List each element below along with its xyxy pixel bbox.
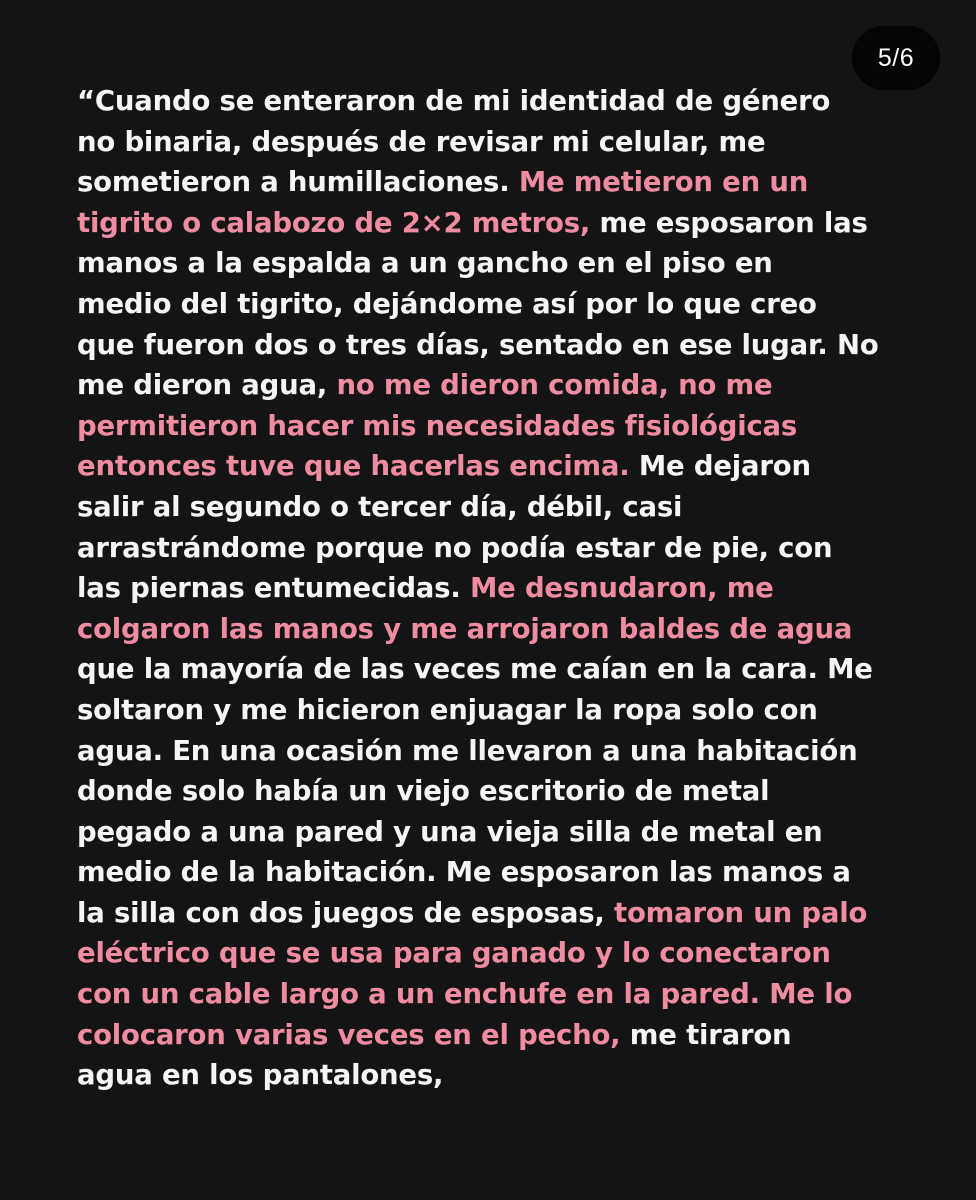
quote-text: pegado a una pared y una vieja silla de metal en [77,815,823,848]
quote-text: me tiraron [620,1018,792,1051]
quote-text: las piernas entumecidas. [77,572,470,605]
quote-line [77,1015,937,1056]
testimony-quote [77,81,937,1096]
quote-text: salir al segundo o tercer día, débil, casi [77,490,683,523]
quote-line [77,487,937,528]
quote-text: manos a la espalda a un gancho en el piso en [77,247,773,280]
quote-line [77,528,937,569]
quote-line [77,852,937,893]
quote-line [77,771,937,812]
quote-line [77,203,937,244]
quote-text: Me dejaron [629,450,811,483]
highlighted-text: tomaron un palo [614,896,868,929]
highlighted-text: colocaron varias veces en el pecho, [77,1018,621,1051]
quote-line [77,974,937,1015]
page-indicator-badge: 5/6 [852,26,940,90]
highlighted-text: eléctrico que se usa para ganado y lo conectaron [77,937,831,970]
highlighted-text: colgaron las manos y me arrojaron baldes de agua [77,612,853,645]
quote-text: agua en los pantalones, [77,1059,444,1092]
quote-text: la silla con dos juegos de esposas, [77,896,614,929]
quote-text: donde solo había un viejo escritorio de metal [77,775,770,808]
quote-line [77,122,937,163]
quote-line [77,893,937,934]
quote-text: medio de la habitación. Me esposaron las manos a [77,856,851,889]
quote-line [77,690,937,731]
quote-text: que fueron dos o tres días, sentado en ese lugar. No [77,328,879,361]
quote-line [77,933,937,974]
quote-text: soltaron y me hicieron enjuagar la ropa solo con [77,693,818,726]
quote-line [77,568,937,609]
quote-line [77,812,937,853]
quote-text: medio del tigrito, dejándome así por lo que creo [77,287,817,320]
quote-line [77,731,937,772]
quote-line [77,243,937,284]
quote-line [77,1055,937,1096]
quote-text: “Cuando se enteraron de mi identidad de género [77,85,831,117]
highlighted-text: no me dieron comida, no me [336,369,773,402]
quote-line [77,649,937,690]
highlighted-text: entonces tuve que hacerlas encima. [77,450,630,483]
quote-line [77,162,937,203]
quote-line [77,284,937,325]
quote-line [77,365,937,406]
highlighted-text: tigrito o calabozo de 2×2 metros, [77,206,591,239]
quote-text: me dieron agua, [77,369,337,402]
quote-text: agua. En una ocasión me llevaron a una habitación [77,734,858,767]
highlighted-text: Me desnudaron, me [469,572,774,605]
quote-line [77,446,937,487]
highlighted-text: con un cable largo a un enchufe en la pared. Me lo [77,978,853,1011]
quote-line [77,406,937,447]
highlighted-text: permitieron hacer mis necesidades fisiológicas [77,409,798,442]
quote-text: que la mayoría de las veces me caían en la cara. Me [77,653,873,686]
quote-line [77,325,937,366]
quote-line [77,81,937,122]
quote-text: me esposaron las [590,206,868,239]
quote-text: no binaria, después de revisar mi celular, me [77,125,766,158]
quote-text: arrastrándome porque no podía estar de pie, con [77,531,833,564]
quote-line [77,609,937,650]
highlighted-text: Me metieron en un [518,166,809,199]
quote-text: sometieron a humillaciones. [77,166,519,199]
